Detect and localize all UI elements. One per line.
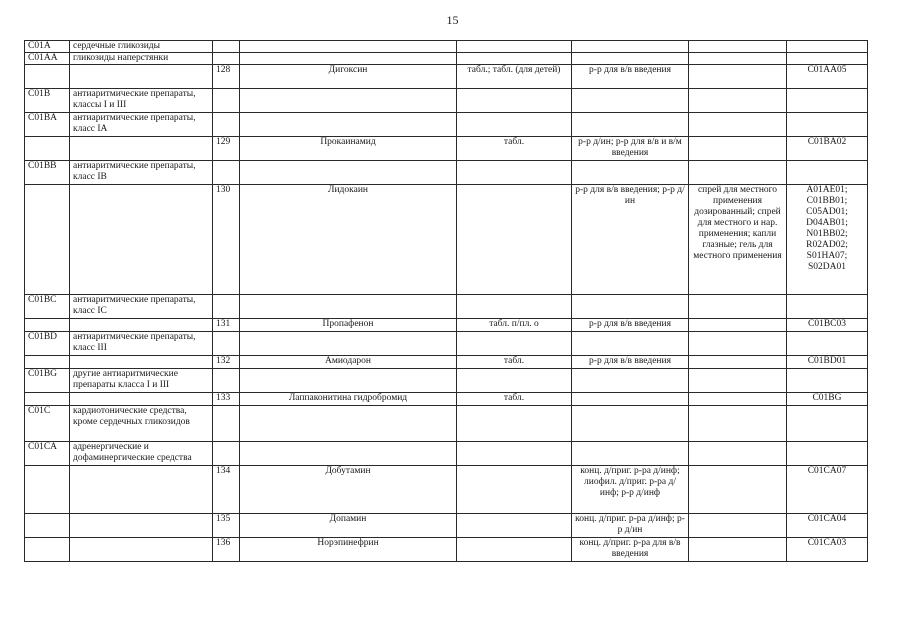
row-number: 128 — [213, 65, 240, 89]
drug-name: Лидокаин — [240, 185, 457, 295]
empty-cell — [689, 113, 787, 137]
empty-cell — [240, 442, 457, 466]
parenteral-form: р-р д/ин; р-р для в/в и в/м введения — [572, 137, 689, 161]
group-row — [25, 406, 868, 442]
empty-cell — [70, 538, 213, 562]
empty-cell — [213, 161, 240, 185]
empty-cell — [213, 442, 240, 466]
other-form — [689, 65, 787, 89]
empty-cell — [240, 369, 457, 393]
empty-cell — [240, 113, 457, 137]
empty-cell — [457, 53, 572, 65]
empty-cell — [25, 393, 70, 406]
empty-cell — [213, 295, 240, 319]
empty-cell — [25, 319, 70, 332]
group-row — [25, 41, 868, 53]
empty-cell — [25, 65, 70, 89]
atc-group-name: антиаритмические препараты, класс IC — [70, 295, 213, 319]
row-number: 129 — [213, 137, 240, 161]
atc-code: C01BC03 — [787, 319, 868, 332]
drug-row — [25, 65, 868, 89]
atc-group-name: гликозиды наперстянки — [70, 53, 213, 65]
empty-cell — [213, 369, 240, 393]
empty-cell — [457, 332, 572, 356]
row-number: 130 — [213, 185, 240, 295]
empty-cell — [70, 466, 213, 514]
oral-form — [457, 185, 572, 295]
drug-row — [25, 538, 868, 562]
parenteral-form — [572, 393, 689, 406]
row-number: 132 — [213, 356, 240, 369]
parenteral-form: р-р для в/в введения — [572, 319, 689, 332]
empty-cell — [689, 369, 787, 393]
empty-cell — [689, 89, 787, 113]
other-form — [689, 393, 787, 406]
empty-cell — [457, 295, 572, 319]
empty-cell — [457, 161, 572, 185]
empty-cell — [689, 332, 787, 356]
oral-form — [457, 538, 572, 562]
empty-cell — [25, 514, 70, 538]
row-number: 133 — [213, 393, 240, 406]
atc-code: C01BD01 — [787, 356, 868, 369]
atc-code: C01CA03 — [787, 538, 868, 562]
other-form — [689, 538, 787, 562]
empty-cell — [240, 295, 457, 319]
drug-row — [25, 466, 868, 514]
oral-form — [457, 514, 572, 538]
parenteral-form: конц. д/приг. р-ра для в/в введения — [572, 538, 689, 562]
group-row — [25, 161, 868, 185]
empty-cell — [572, 295, 689, 319]
empty-cell — [457, 406, 572, 442]
empty-cell — [457, 113, 572, 137]
atc-group-code: C01BC — [25, 295, 70, 319]
empty-cell — [457, 41, 572, 53]
parenteral-form: р-р для в/в введения — [572, 65, 689, 89]
group-row — [25, 442, 868, 466]
empty-cell — [787, 406, 868, 442]
other-form: спрей для местного применения дозированный; спрей для местного и нар. применения; капли глазные; гель для местного применения — [689, 185, 787, 295]
row-number: 136 — [213, 538, 240, 562]
drug-name: Допамин — [240, 514, 457, 538]
empty-cell — [213, 406, 240, 442]
empty-cell — [70, 137, 213, 161]
empty-cell — [572, 113, 689, 137]
row-number: 131 — [213, 319, 240, 332]
empty-cell — [689, 161, 787, 185]
atc-code: A01AE01; C01BB01; C05AD01; D04AB01; N01BB02; R02AD02; S01HA07; S02DA01 — [787, 185, 868, 295]
group-row — [25, 89, 868, 113]
empty-cell — [25, 466, 70, 514]
empty-cell — [70, 393, 213, 406]
other-form — [689, 137, 787, 161]
atc-group-name: антиаритмические препараты, класс III — [70, 332, 213, 356]
empty-cell — [572, 442, 689, 466]
empty-cell — [457, 89, 572, 113]
empty-cell — [213, 332, 240, 356]
drug-name: Прокаинамид — [240, 137, 457, 161]
page-number: 15 — [446, 13, 459, 27]
empty-cell — [240, 332, 457, 356]
empty-cell — [689, 406, 787, 442]
row-number: 134 — [213, 466, 240, 514]
empty-cell — [240, 406, 457, 442]
empty-cell — [689, 295, 787, 319]
atc-group-name: антиаритмические препараты, класс IB — [70, 161, 213, 185]
empty-cell — [70, 319, 213, 332]
table-body — [25, 41, 868, 562]
empty-cell — [70, 185, 213, 295]
empty-cell — [240, 53, 457, 65]
atc-group-code: C01BA — [25, 113, 70, 137]
oral-form: табл. п/пл. о — [457, 319, 572, 332]
empty-cell — [572, 369, 689, 393]
other-form — [689, 466, 787, 514]
drug-row — [25, 514, 868, 538]
empty-cell — [25, 137, 70, 161]
atc-group-name: кардиотонические средства, кроме сердечных гликозидов — [70, 406, 213, 442]
atc-group-code: C01BB — [25, 161, 70, 185]
empty-cell — [25, 356, 70, 369]
empty-cell — [572, 53, 689, 65]
group-row — [25, 113, 868, 137]
drug-list-table — [24, 40, 868, 562]
parenteral-form: р-р для в/в введения; р-р д/ин — [572, 185, 689, 295]
oral-form: табл. — [457, 137, 572, 161]
row-number: 135 — [213, 514, 240, 538]
empty-cell — [572, 332, 689, 356]
drug-name: Лаппаконитина гидробромид — [240, 393, 457, 406]
empty-cell — [572, 89, 689, 113]
drug-row — [25, 185, 868, 295]
drug-name: Пропафенон — [240, 319, 457, 332]
parenteral-form: конц. д/приг. р-ра д/инф; лиофил. д/приг. р-ра д/инф; р-р д/инф — [572, 466, 689, 514]
atc-group-code: C01B — [25, 89, 70, 113]
empty-cell — [787, 295, 868, 319]
empty-cell — [213, 89, 240, 113]
atc-group-code: C01C — [25, 406, 70, 442]
empty-cell — [787, 332, 868, 356]
empty-cell — [240, 89, 457, 113]
atc-group-name: антиаритмические препараты, класс IA — [70, 113, 213, 137]
empty-cell — [787, 113, 868, 137]
atc-group-name: адренергические и дофаминергические средства — [70, 442, 213, 466]
empty-cell — [689, 41, 787, 53]
empty-cell — [787, 41, 868, 53]
atc-code: C01BG — [787, 393, 868, 406]
atc-group-name: антиаритмические препараты, классы I и III — [70, 89, 213, 113]
atc-code: C01CA04 — [787, 514, 868, 538]
atc-code: C01CA07 — [787, 466, 868, 514]
drug-name: Добутамин — [240, 466, 457, 514]
empty-cell — [787, 369, 868, 393]
empty-cell — [787, 161, 868, 185]
other-form — [689, 319, 787, 332]
group-row — [25, 295, 868, 319]
atc-group-code: C01BG — [25, 369, 70, 393]
empty-cell — [213, 41, 240, 53]
drug-name: Норэпинефрин — [240, 538, 457, 562]
other-form — [689, 514, 787, 538]
empty-cell — [213, 53, 240, 65]
atc-code: C01AA05 — [787, 65, 868, 89]
atc-code: C01BA02 — [787, 137, 868, 161]
group-row — [25, 369, 868, 393]
parenteral-form: р-р для в/в введения — [572, 356, 689, 369]
empty-cell — [25, 538, 70, 562]
empty-cell — [240, 161, 457, 185]
empty-cell — [787, 442, 868, 466]
empty-cell — [689, 53, 787, 65]
empty-cell — [70, 65, 213, 89]
oral-form: табл. — [457, 356, 572, 369]
empty-cell — [240, 41, 457, 53]
empty-cell — [572, 41, 689, 53]
empty-cell — [572, 406, 689, 442]
empty-cell — [70, 514, 213, 538]
atc-group-code: C01A — [25, 41, 70, 53]
drug-name: Дигоксин — [240, 65, 457, 89]
atc-group-name: другие антиаритмические препараты класса I и III — [70, 369, 213, 393]
empty-cell — [457, 369, 572, 393]
drug-row — [25, 393, 868, 406]
other-form — [689, 356, 787, 369]
empty-cell — [25, 185, 70, 295]
empty-cell — [213, 113, 240, 137]
empty-cell — [689, 442, 787, 466]
drug-row — [25, 319, 868, 332]
atc-group-code: C01AA — [25, 53, 70, 65]
group-row — [25, 332, 868, 356]
oral-form — [457, 466, 572, 514]
atc-group-code: C01BD — [25, 332, 70, 356]
empty-cell — [787, 89, 868, 113]
parenteral-form: конц. д/приг. р-ра д/инф; р-р д/ин — [572, 514, 689, 538]
drug-name: Амиодарон — [240, 356, 457, 369]
empty-cell — [787, 53, 868, 65]
drug-row — [25, 356, 868, 369]
empty-cell — [572, 161, 689, 185]
atc-group-name: сердечные гликозиды — [70, 41, 213, 53]
atc-group-code: C01CA — [25, 442, 70, 466]
empty-cell — [70, 356, 213, 369]
group-row — [25, 53, 868, 65]
empty-cell — [457, 442, 572, 466]
oral-form: табл.; табл. (для детей) — [457, 65, 572, 89]
oral-form: табл. — [457, 393, 572, 406]
drug-row — [25, 137, 868, 161]
